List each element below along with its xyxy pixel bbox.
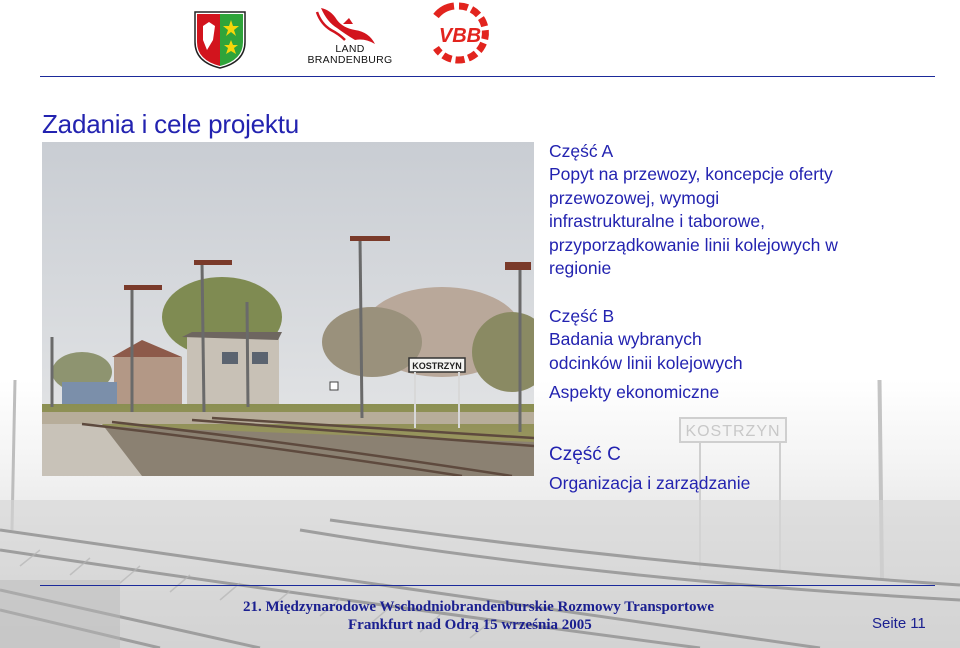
page-title: Zadania i cele projektu: [42, 109, 299, 140]
brandenburg-logo-text: [303, 44, 397, 66]
header-divider: [40, 76, 935, 77]
brandenburg-logo-line-2: BRANDENBURG: [307, 54, 393, 66]
section-c-line-1: Organizacja i zarządzanie: [549, 473, 751, 494]
section-a-line-5: regionie: [549, 258, 612, 279]
svg-text:KOSTRZYN: KOSTRZYN: [685, 423, 781, 440]
vbb-logo: [426, 2, 492, 64]
section-b-heading: Część B: [549, 306, 615, 326]
section-b-line-1: Badania wybranych: [549, 329, 702, 350]
section-a: [549, 140, 838, 280]
section-b: [549, 305, 743, 405]
section-a-line-3: infrastrukturalne i taborowe,: [549, 211, 765, 232]
page-number-value: 11: [910, 615, 926, 632]
vbb-logo-text: VBB: [438, 25, 482, 47]
section-c-heading: Część C: [549, 444, 621, 465]
section-a-line-1: Popyt na przewozy, koncepcje oferty: [549, 164, 833, 185]
section-a-line-4: przyporządkowanie linii kolejowych w: [549, 234, 838, 255]
footer-event-title: 21. Międzynarodowe Wschodniobrandenburskie Rozmowy Transportowe: [243, 599, 715, 615]
brandenburg-logo-line-1: LAND: [335, 43, 365, 55]
section-c: [549, 443, 750, 496]
footer-divider: [40, 585, 935, 586]
footer-location-date: Frankfurt nad Odrą 15 września 2005: [348, 617, 592, 633]
station-photo: [42, 142, 534, 476]
page-label: Seite: [872, 615, 907, 632]
section-a-heading: Część A: [549, 141, 614, 161]
section-b-extra: Aspekty ekonomiczne: [549, 382, 720, 403]
station-sign-text: KOSTRZYN: [412, 361, 462, 371]
section-b-line-2: odcinków linii kolejowych: [549, 352, 743, 373]
crest-logo: [193, 10, 247, 70]
section-a-line-2: przewozowej, wymogi: [549, 187, 720, 208]
page-number: [872, 615, 926, 632]
